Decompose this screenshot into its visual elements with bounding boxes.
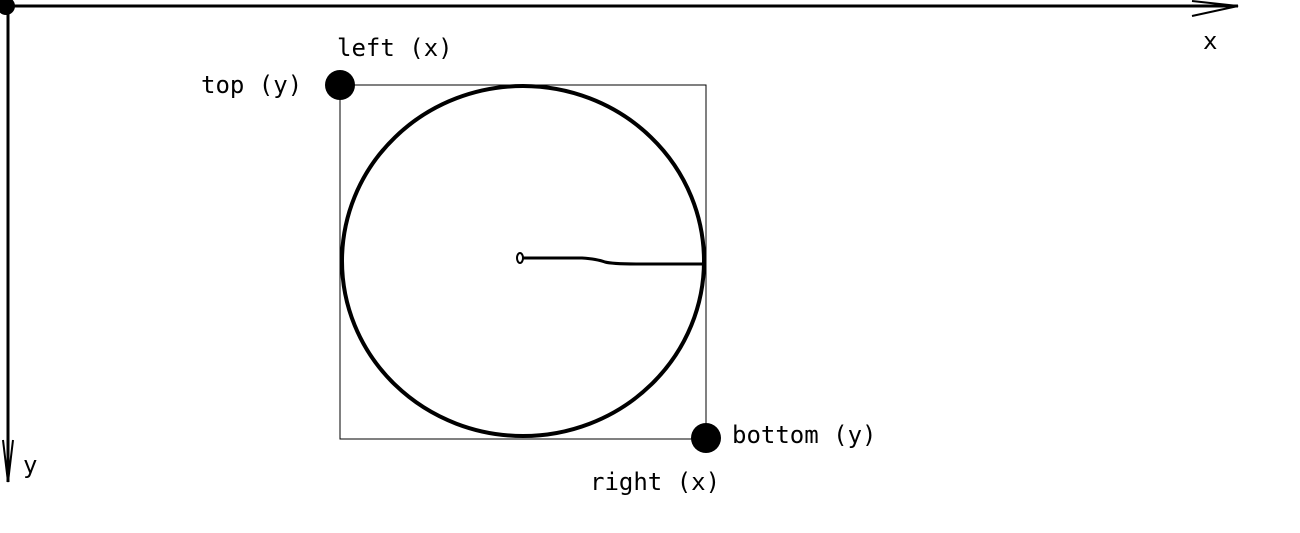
top-left-corner-dot xyxy=(325,70,355,100)
circle-center-point xyxy=(517,253,523,263)
y-axis-label: y xyxy=(23,451,38,479)
bottom-y-label: bottom (y) xyxy=(732,421,877,449)
x-axis-label: x xyxy=(1203,27,1218,55)
radius-line xyxy=(523,258,704,264)
left-x-label: left (x) xyxy=(337,34,453,62)
x-axis-arrowhead xyxy=(1192,1,1238,16)
bottom-right-corner-dot xyxy=(691,423,721,453)
right-x-label: right (x) xyxy=(590,468,721,496)
top-y-label: top (y) xyxy=(201,71,303,99)
